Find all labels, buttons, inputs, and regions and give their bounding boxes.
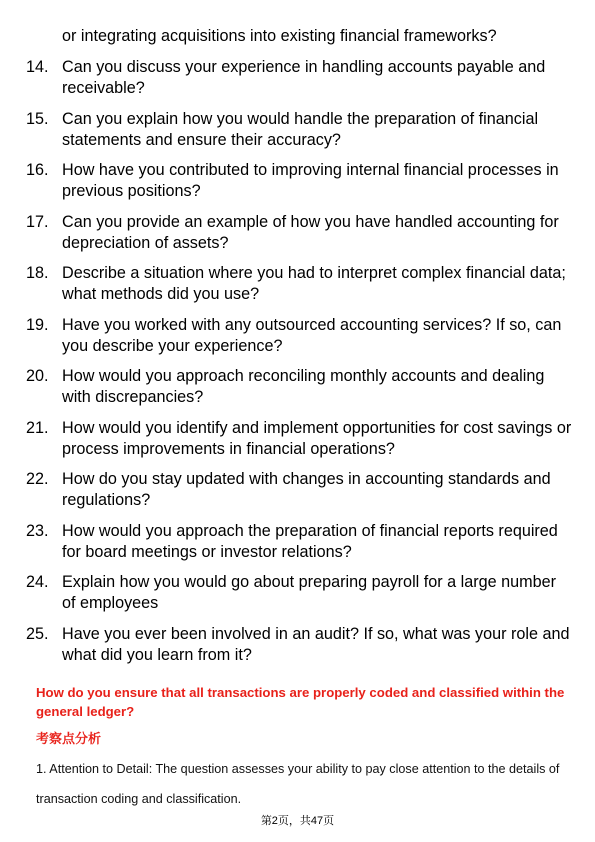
question-text: Have you worked with any outsourced accounting services? If so, can you describe your experience? — [62, 315, 562, 355]
question-text: Can you explain how you would handle the preparation of financial statements and ensure their accuracy? — [62, 109, 539, 149]
question-number: 16. — [26, 161, 49, 179]
list-item — [0, 624, 595, 676]
question-number: 17. — [26, 212, 49, 231]
highlighted-question: How do you ensure that all transactions are properly coded and classified within the general ledger? — [36, 685, 565, 719]
question-text: Can you provide an example of how you have handled accounting for depreciation of assets? — [62, 212, 559, 252]
question-13-continuation: or integrating acquisitions into existing financial frameworks? — [62, 27, 497, 45]
list-item — [0, 418, 595, 470]
list-item — [0, 212, 595, 264]
question-text: Explain how you would go about preparing payroll for a large number of employees — [62, 573, 557, 612]
list-item — [0, 160, 595, 212]
question-number: 25. — [26, 624, 49, 643]
list-item — [0, 263, 595, 315]
list-item — [0, 469, 595, 521]
question-number: 24. — [26, 573, 49, 591]
question-number: 22. — [26, 470, 49, 488]
list-item — [0, 315, 595, 367]
question-list — [0, 57, 595, 675]
question-number: 15. — [26, 109, 49, 128]
question-number: 19. — [26, 315, 49, 334]
question-number: 18. — [26, 264, 49, 282]
question-text: How would you approach the preparation of financial reports required for board meetings or investor relations? — [62, 521, 558, 561]
question-text: How would you identify and implement opportunities for cost savings or process improvements in financial operations? — [62, 418, 572, 458]
analysis-paragraph: 1. Attention to Detail: The question assesses your ability to pay close attention to the details of transaction coding and classification. — [36, 762, 560, 806]
question-number: 21. — [26, 418, 49, 437]
list-item — [0, 366, 595, 418]
list-item — [0, 572, 595, 624]
question-text: Can you discuss your experience in handling accounts payable and receivable? — [62, 58, 546, 97]
question-text: How have you contributed to improving internal financial processes in previous positions? — [62, 161, 559, 200]
question-number: 20. — [26, 367, 49, 385]
list-item — [0, 521, 595, 573]
question-text: Describe a situation where you had to interpret complex financial data; what methods did you use? — [62, 264, 566, 303]
page-footer: 第2页，共47页 — [260, 815, 335, 827]
list-item — [0, 109, 595, 161]
question-text: How do you stay updated with changes in accounting standards and regulations? — [62, 470, 551, 509]
list-item — [0, 57, 595, 109]
section-heading: 考察点分析 — [36, 731, 102, 746]
question-number: 14. — [26, 58, 49, 76]
question-text: How would you approach reconciling monthly accounts and dealing with discrepancies? — [62, 367, 545, 406]
question-text: Have you ever been involved in an audit? If so, what was your role and what did you learn from it? — [62, 624, 570, 664]
question-number: 23. — [26, 521, 49, 540]
